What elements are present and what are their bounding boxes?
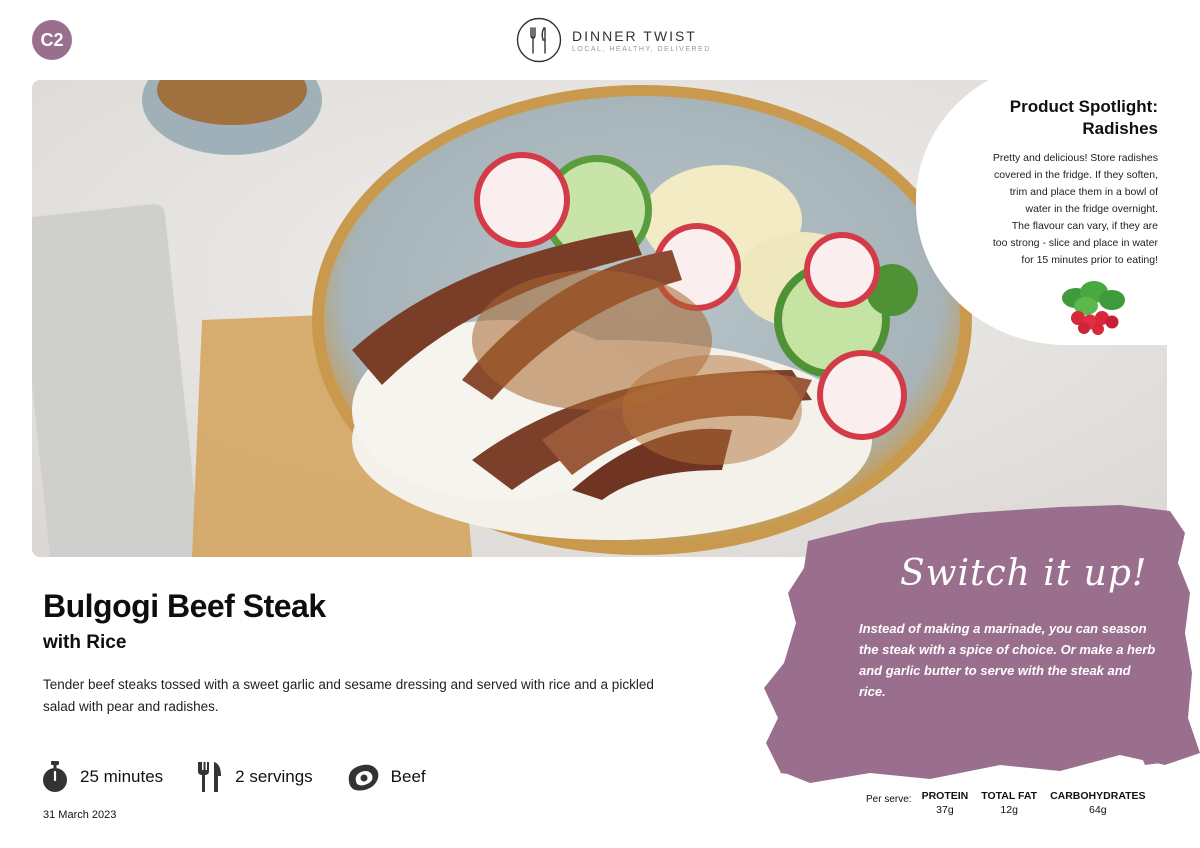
recipe-code-badge: C2 [32,20,72,60]
product-spotlight-panel [916,60,1200,345]
fork-knife-logo-icon [516,17,562,63]
nutrition-label: PROTEIN [921,790,969,802]
servings [195,760,312,794]
spotlight-line: covered in the fridge. If they soften, [993,169,1158,181]
spotlight-line: The flavour can vary, if they are [1011,220,1158,232]
recipe-description [43,674,743,718]
switch-it-up-text: Instead of making a marinade, you can season the steak with a spice of choice. Or make a herb and garlic butter to serve with the steak and rice. [859,621,1156,699]
cook-time [40,760,163,794]
spotlight-line: trim and place them in a bowl of [1009,186,1158,198]
brand-tagline: LOCAL, HEALTHY, DELIVERED [572,45,711,53]
nutrition-info [866,790,1159,816]
nutrition-carbohydrates [1050,790,1145,816]
spotlight-line: too strong - slice and place in water [992,237,1158,249]
nutrition-protein [922,790,969,816]
spotlight-line: Pretty and delicious! Store radishes [992,152,1158,164]
spotlight-title [946,96,1158,140]
radish-bunch-image [1056,278,1128,336]
spotlight-title-line2: Radishes [1082,119,1158,138]
recipe-date: 31 March 2023 [43,809,117,821]
cutlery-icon [195,760,225,794]
description-line: Tender beef steaks tossed with a sweet garlic and sesame dressing and served with rice and a pickled [43,677,654,692]
switch-it-up-title: Switch it up! [900,553,1148,594]
recipe-subtitle: with Rice [43,632,127,653]
stopwatch-icon [40,760,70,794]
cook-time-label: 25 minutes [80,767,164,786]
servings-label: 2 servings [235,767,313,786]
per-serve-label: Per serve: [866,794,912,805]
recipe-meta [40,760,458,794]
nutrition-total-fat [981,790,1037,816]
spotlight-body [946,150,1158,269]
description-line: salad with pear and radishes. [43,699,219,714]
brand-logo-block [516,17,711,63]
nutrition-label: CARBOHYDRATES [1050,790,1146,802]
nutrition-value: 37g [936,804,954,816]
spotlight-line: water in the fridge overnight. [1025,203,1158,215]
nutrition-label: TOTAL FAT [981,790,1038,802]
protein-type [345,760,426,794]
spotlight-line: for 15 minutes prior to eating! [1021,254,1158,266]
steak-icon [345,760,381,794]
recipe-title: Bulgogi Beef Steak [43,588,326,624]
protein-type-label: Beef [390,767,426,786]
nutrition-value: 64g [1089,804,1107,816]
nutrition-value: 12g [1000,804,1018,816]
brand-name: DINNER TWIST [572,27,697,44]
spotlight-title-line1: Product Spotlight: [1009,97,1158,116]
